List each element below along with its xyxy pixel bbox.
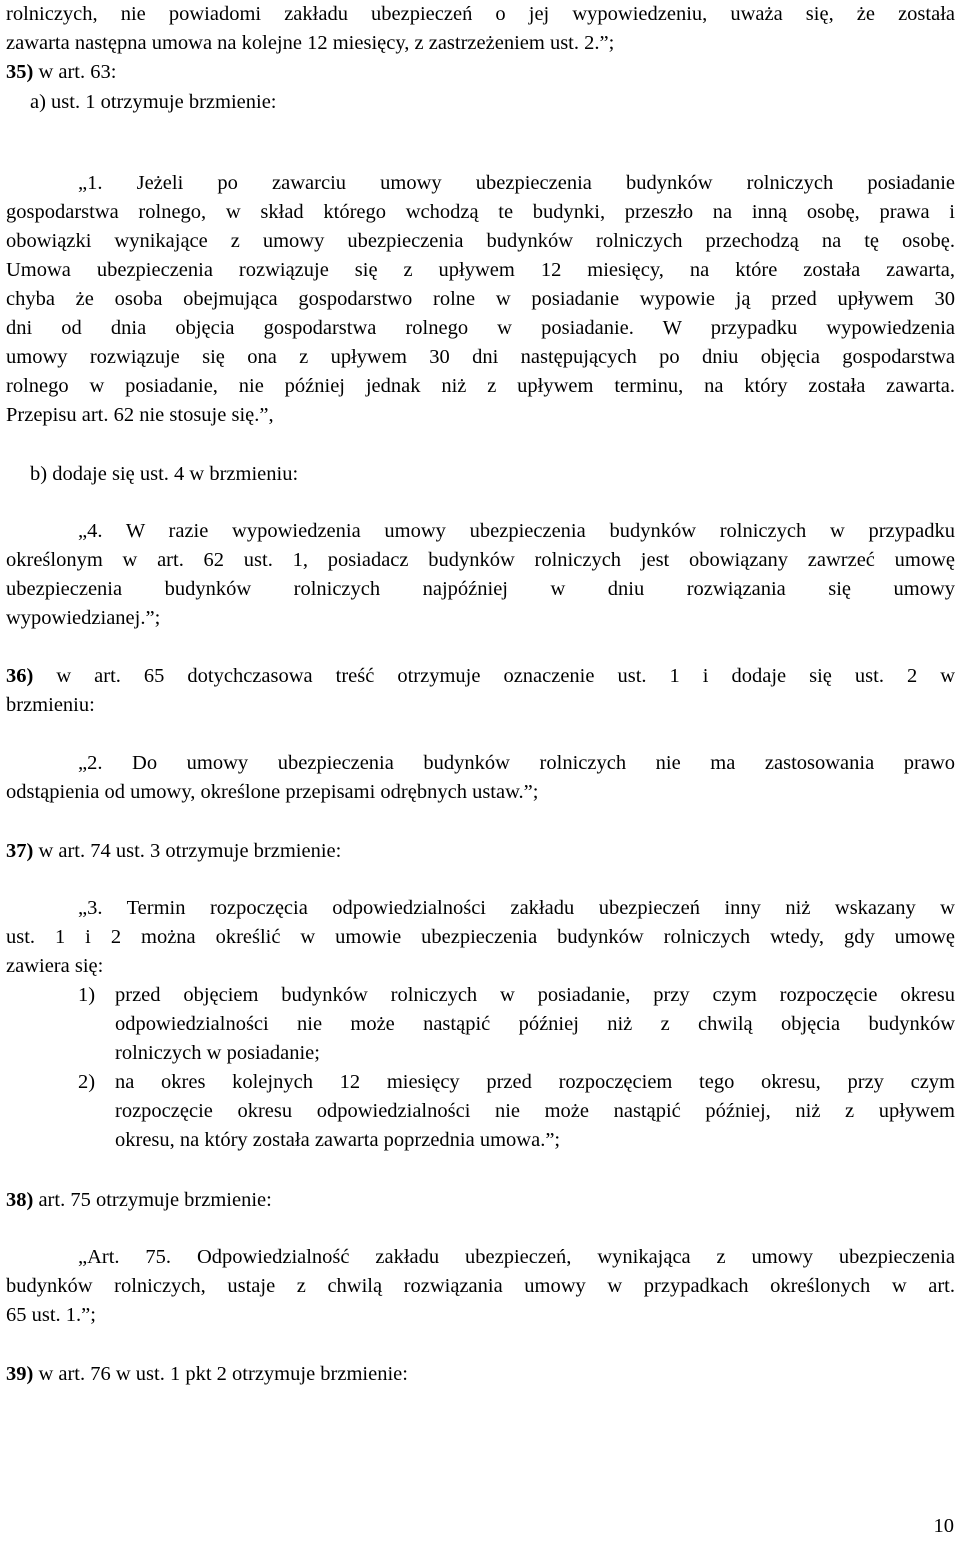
text-line: 65 ust. 1.”; [6, 1304, 96, 1326]
text-line: „3. Termin rozpoczęcia odpowiedzialności zakładu ubezpieczeń inny niż wskazany w [78, 897, 955, 919]
point-37 [6, 837, 955, 866]
text-line: obowiązki wynikające z umowy ubezpieczenia budynków rolniczych przechodzą na tę osobę. [6, 230, 955, 252]
text-line: rozpoczęcie okresu odpowiedzialności nie może nastąpić później, niż z upływem [115, 1100, 955, 1122]
text-line: w art. 74 ust. 3 otrzymuje brzmienie: [38, 840, 342, 862]
text-line: na okres kolejnych 12 miesięcy przed rozpoczęciem tego okresu, przy czym [115, 1071, 955, 1093]
text-line: Przepisu art. 62 nie stosuje się.”, [6, 404, 274, 426]
text-line: „4. W razie wypowiedzenia umowy ubezpieczenia budynków rolniczych w przypadku [78, 520, 955, 542]
page-number: 10 [933, 1515, 954, 1537]
text-line: określonym w art. 62 ust. 1, posiadacz budynków rolniczych jest obowiązany zawrzeć umowę [6, 549, 955, 571]
text-line: dni od dnia objęcia gospodarstwa rolnego w posiadanie. W przypadku wypowiedzenia [6, 317, 955, 339]
text-line: art. 75 otrzymuje brzmienie: [38, 1189, 272, 1211]
text-line: „Art. 75. Odpowiedzialność zakładu ubezpieczeń, wynikająca z umowy ubezpieczenia [78, 1246, 955, 1268]
text-line: w art. 63: [38, 61, 117, 83]
point-number: 37) [6, 840, 34, 862]
text-line: „2. Do umowy ubezpieczenia budynków rolniczych nie ma zastosowania prawo [78, 752, 955, 774]
text-line: b) dodaje się ust. 4 w brzmieniu: [30, 463, 299, 485]
text-line: rolnego w posiadanie, nie później jednak niż z upływem terminu, na który została zawarta. [6, 375, 955, 397]
point-35 [6, 58, 955, 87]
point-36 [6, 662, 955, 691]
text-line: budynków rolniczych, ustaje z chwilą rozwiązania umowy w przypadkach określonych w art. [6, 1275, 955, 1297]
text-line: brzmieniu: [6, 694, 95, 716]
text-line: a) ust. 1 otrzymuje brzmienie: [30, 91, 277, 113]
text-line: odstąpienia od umowy, określone przepisami odrębnych ustaw.”; [6, 781, 539, 803]
text-line: rolniczych, nie powiadomi zakładu ubezpieczeń o jej wypowiedzeniu, uważa się, że została [6, 3, 955, 25]
text-line: gospodarstwa rolnego, w skład którego wchodzą te budynki, przeszło na inną osobę, prawa i [6, 201, 955, 223]
list-number: 2) [78, 1071, 96, 1093]
text-line: rolniczych w posiadanie; [115, 1042, 320, 1064]
list-number: 1) [78, 984, 96, 1006]
text-line: w art. 76 w ust. 1 pkt 2 otrzymuje brzmienie: [38, 1363, 408, 1385]
text-line: wypowiedzianej.”; [6, 607, 161, 629]
point-39 [6, 1360, 955, 1389]
text-line: ubezpieczenia budynków rolniczych najpóźniej w dniu rozwiązania się umowy [6, 578, 955, 600]
point-number: 35) [6, 61, 34, 83]
point-number: 38) [6, 1189, 34, 1211]
point-number: 39) [6, 1363, 34, 1385]
text-line: okresu, na który została zawarta poprzednia umowa.”; [115, 1129, 561, 1151]
text-line: przed objęciem budynków rolniczych w posiadanie, przy czym rozpoczęcie okresu [115, 984, 955, 1006]
text-line: zawarta następna umowa na kolejne 12 miesięcy, z zastrzeżeniem ust. 2.”; [6, 32, 615, 54]
text-line: chyba że osoba obejmująca gospodarstwo rolne w posiadanie wypowie ją przed upływem 30 [6, 288, 955, 310]
text-line: odpowiedzialności nie może nastąpić później niż z chwilą objęcia budynków [115, 1013, 955, 1035]
text-line: umowy rozwiązuje się ona z upływem 30 dni następujących po dniu objęcia gospodarstwa [6, 346, 955, 368]
text-line: ust. 1 i 2 można określić w umowie ubezpieczenia budynków rolniczych wtedy, gdy umowę [6, 926, 955, 948]
point-38 [6, 1186, 955, 1215]
point-number: 36) [6, 665, 34, 687]
text-line: zawiera się: [6, 955, 104, 977]
text-line: w art. 65 dotychczasowa treść otrzymuje oznaczenie ust. 1 i dodaje się ust. 2 w [56, 665, 956, 687]
text-line: „1. Jeżeli po zawarciu umowy ubezpieczenia budynków rolniczych posiadanie [78, 172, 955, 194]
text-line: Umowa ubezpieczenia rozwiązuje się z upływem 12 miesięcy, na które została zawarta, [6, 259, 955, 281]
